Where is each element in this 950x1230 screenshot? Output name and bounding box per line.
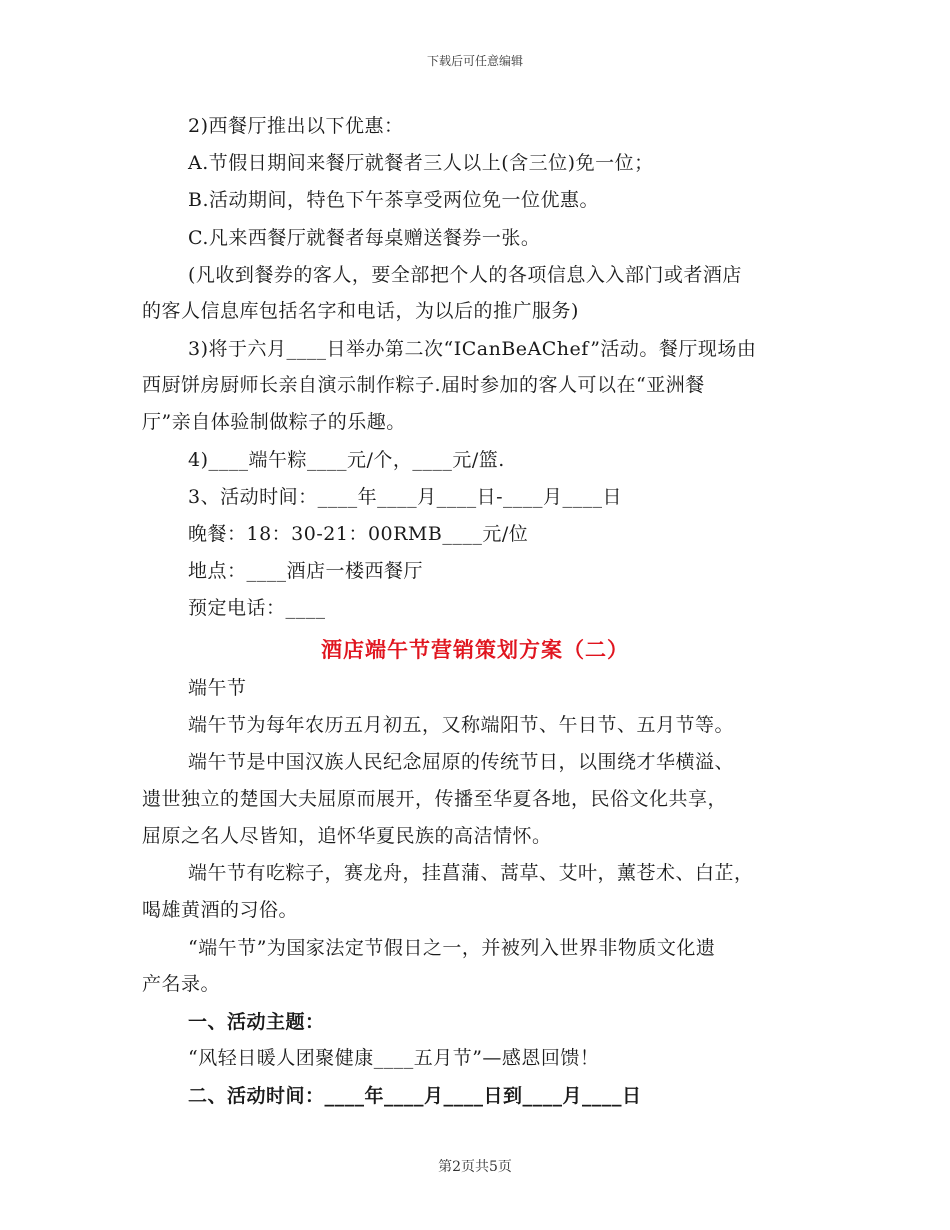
page-footer-number: 第2页共5页 <box>438 1159 512 1175</box>
offer-c: C.凡来西餐厅就餐者每桌赠送餐券一张。 <box>188 227 541 249</box>
section-title: 酒店端午节营销策划方案（二） <box>321 637 629 662</box>
activity-time: 3、活动时间：____年____月____日-____月____日 <box>188 486 623 508</box>
paragraph-offers: 2)西餐厅推出以下优惠： <box>188 115 404 137</box>
page-header-note: 下载后可任意编辑 <box>426 54 523 68</box>
para1-line-1: 端午节是中国汉族人民纪念屈原的传统节日，以围绕才华横溢、 <box>188 751 735 773</box>
subheading: 端午节 <box>188 677 247 699</box>
event-3-line-1: 3)将于六月____日举办第二次“ICanBeAChef”活动。餐厅现场由 <box>188 338 757 360</box>
intro-paragraph: 端午节为每年农历五月初五，又称端阳节、午日节、五月节等。 <box>188 714 735 736</box>
offer-a: A.节假日期间来餐厅就餐者三人以上(含三位)免一位； <box>188 152 654 174</box>
dinner-info: 晚餐：18：30-21：00RMB____元/位 <box>188 523 529 545</box>
booking-phone: 预定电话：____ <box>188 597 326 619</box>
para2-line-1: 端午节有吃粽子，赛龙舟，挂菖蒲、蒿草、艾叶，薰苍术、白芷， <box>188 862 754 884</box>
event-3-line-3: 厅”亲自体验制做粽子的乐趣。 <box>142 411 406 433</box>
location-info: 地点：____酒店一楼西餐厅 <box>188 560 424 582</box>
theme-text: “风轻日暖人团聚健康____五月节”—感恩回馈！ <box>188 1047 600 1069</box>
time-heading: 二、活动时间： <box>188 1085 325 1107</box>
para2-line-2: 喝雄黄酒的习俗。 <box>142 899 299 921</box>
zongzi-price: 4)____端午粽____元/个，____元/篮. <box>188 449 505 471</box>
event-3-line-2: 西厨饼房厨师长亲自演示制作粽子.届时参加的客人可以在“亚洲餐 <box>142 374 705 396</box>
para3-line-2: 产名录。 <box>142 973 221 995</box>
para3-line-1: “端午节”为国家法定节假日之一，并被列入世界非物质文化遗 <box>188 937 716 959</box>
para1-line-3: 屈原之名人尽皆知，追怀华夏民族的高洁情怀。 <box>142 825 552 847</box>
note-line-1: (凡收到餐券的客人，要全部把个人的各项信息入入部门或者酒店 <box>188 264 742 286</box>
theme-heading: 一、活动主题： <box>188 1011 325 1033</box>
para1-line-2: 遗世独立的楚国大夫屈原而展开，传播至华夏各地，民俗文化共享， <box>142 788 728 810</box>
time-heading-row <box>188 1084 642 1108</box>
note-line-2: 的客人信息库包括名字和电话，为以后的推广服务) <box>142 300 579 322</box>
time-value: ____年____月____日到____月____日 <box>324 1085 642 1107</box>
offer-b: B.活动期间，特色下午茶享受两位免一位优惠。 <box>188 189 600 211</box>
